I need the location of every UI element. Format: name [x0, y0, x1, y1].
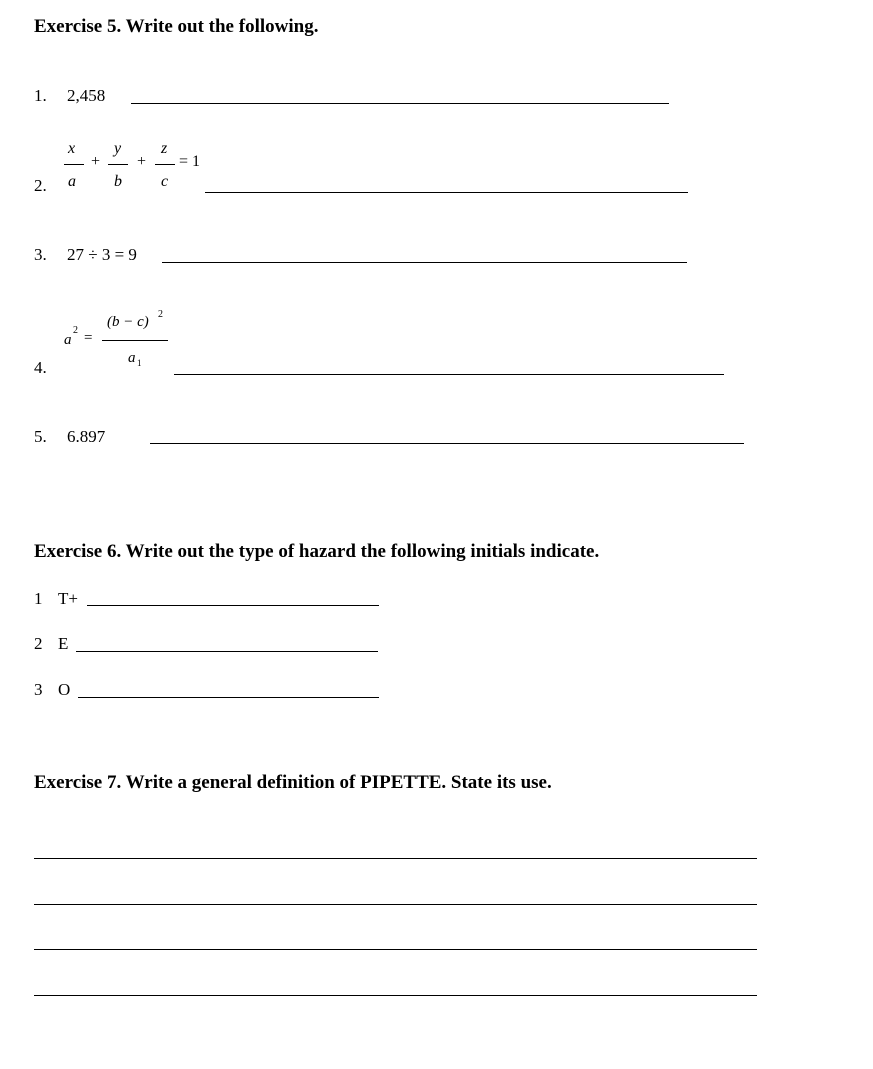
ex7-answer-line-2[interactable] — [34, 904, 757, 905]
frac-c-denominator: c — [161, 173, 169, 190]
lhs-exponent: 2 — [73, 325, 78, 336]
ex5-item-5-text: 6.897 — [67, 427, 106, 446]
ex6-item-2-answer-line[interactable] — [76, 651, 378, 652]
ex6-item-1-number: 1 — [34, 589, 43, 608]
plus-sign-2: + — [137, 153, 147, 170]
ex7-answer-line-3[interactable] — [34, 949, 757, 950]
ex5-item-4-answer-line[interactable] — [174, 374, 724, 375]
ex5-item-1-text: 2,458 — [67, 86, 106, 105]
exercise-6-heading: Exercise 6. Write out the type of hazard the following initials indicate. — [34, 541, 600, 562]
numerator-b-minus-c: (b − c) — [107, 314, 149, 330]
exercise-7-heading: Exercise 7. Write a general definition of PIPETTE. State its use. — [34, 772, 552, 793]
ex5-item-3-number: 3. — [34, 245, 47, 264]
ex5-item-3-text: 27 ÷ 3 = 9 — [67, 245, 137, 264]
equals-sign: = — [179, 153, 189, 170]
frac-z-numerator: z — [161, 140, 168, 157]
equals-sign: = — [84, 330, 93, 346]
ex5-item-4-number: 4. — [34, 358, 47, 377]
rhs-one: 1 — [192, 153, 200, 170]
frac-b-denominator: b — [114, 173, 122, 190]
denominator-a: a — [128, 350, 136, 366]
denominator-subscript: 1 — [137, 358, 142, 368]
ex5-item-2-number: 2. — [34, 176, 47, 195]
ex5-item-5-number: 5. — [34, 427, 47, 446]
ex5-item-3-answer-line[interactable] — [162, 262, 687, 263]
numerator-exponent: 2 — [158, 309, 163, 320]
frac-a-denominator: a — [68, 173, 76, 190]
ex5-item-4-formula — [60, 308, 180, 378]
ex7-answer-line-4[interactable] — [34, 995, 757, 996]
exercise-5-heading: Exercise 5. Write out the following. — [34, 16, 319, 37]
ex6-item-2-number: 2 — [34, 634, 43, 653]
ex6-item-1-answer-line[interactable] — [87, 605, 379, 606]
ex5-item-1-answer-line[interactable] — [131, 103, 669, 104]
ex7-answer-line-1[interactable] — [34, 858, 757, 859]
lhs-a: a — [64, 332, 72, 348]
ex6-item-1-text: T+ — [58, 589, 78, 608]
ex6-item-3-answer-line[interactable] — [78, 697, 379, 698]
ex6-item-3-text: O — [58, 680, 71, 699]
ex6-item-3-number: 3 — [34, 680, 43, 699]
plus-sign-1: + — [91, 153, 101, 170]
ex6-item-2-text: E — [58, 634, 69, 653]
ex5-item-2-formula — [58, 140, 218, 195]
frac-x-numerator: x — [68, 140, 76, 157]
ex5-item-2-answer-line[interactable] — [205, 192, 688, 193]
ex5-item-1-number: 1. — [34, 86, 47, 105]
frac-y-numerator: y — [114, 140, 122, 157]
ex5-item-5-answer-line[interactable] — [150, 443, 744, 444]
